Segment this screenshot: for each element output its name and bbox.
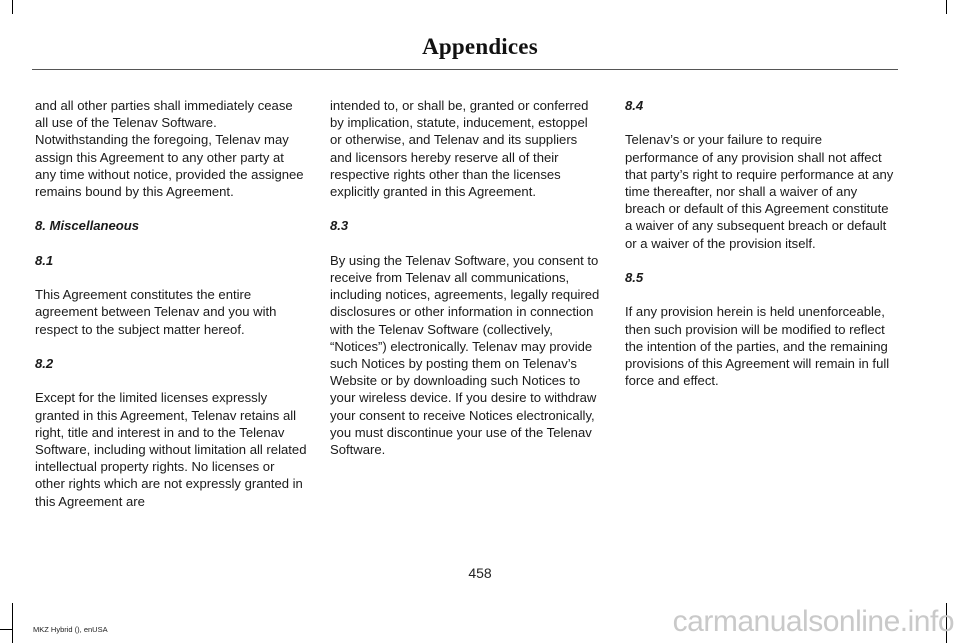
page-number: 458 xyxy=(468,565,492,581)
document-id: MKZ Hybrid (), enUSA xyxy=(33,625,108,634)
body-paragraph: and all other parties shall immediately cease all use of the Telenav Software. Notwithstanding the foregoing, Telenav may assign this Agreement to any other party at any time without notice, provided the assignee remains bound by this Agreement. xyxy=(35,98,304,200)
crop-mark-bottom-left-h xyxy=(0,629,12,630)
header-divider xyxy=(32,69,898,70)
crop-mark-top-left-v xyxy=(12,0,13,14)
crop-mark-bottom-left-v xyxy=(12,603,13,643)
section-heading: 8.1 xyxy=(35,252,54,268)
section-heading: 8. Miscellaneous xyxy=(35,218,140,234)
body-paragraph: intended to, or shall be, granted or conferred by implication, statute, inducement, estoppel or otherwise, and Telenav and its suppliers and licensors hereby reserve all of their respective rights other than the licenses explicitly granted in this Agreement. xyxy=(330,98,589,200)
section-heading: 8.3 xyxy=(330,218,349,234)
body-paragraph: If any provision herein is held unenforceable, then such provision will be modified to reflect the intention of the parties, and the remaining provisions of this Agreement will remain in full force and effect. xyxy=(625,304,890,389)
body-paragraph: Telenav’s or your failure to require performance of any provision shall not affect that party’s right to require performance at any time thereafter, nor shall a waiver of any breach or default of this Agreement constitute a waiver of any subsequent breach or default or a waiver of the provision itself. xyxy=(625,132,894,251)
text-column-2 xyxy=(330,97,602,475)
body-paragraph: Except for the limited licenses expressly granted in this Agreement, Telenav retains all right, title and interest in and to the Telenav Software, including without limitation all related intellectual property rights. No licenses or other rights which are not expressly granted in this Agreement are xyxy=(35,390,307,509)
text-column-1 xyxy=(35,97,307,527)
text-column-3 xyxy=(625,97,897,407)
crop-mark-top-right-v xyxy=(946,0,947,14)
page-title: Appendices xyxy=(422,34,538,59)
section-heading: 8.5 xyxy=(625,270,644,285)
watermark: carmanualsonline.info xyxy=(672,605,954,638)
section-heading: 8.4 xyxy=(625,98,644,113)
section-heading: 8.2 xyxy=(35,355,54,371)
body-paragraph: This Agreement constitutes the entire agreement between Telenav and you with respect to the subject matter hereof. xyxy=(35,287,277,337)
body-paragraph: By using the Telenav Software, you consent to receive from Telenav all communications, including notices, agreements, legally required disclosures or other information in connection with the Telenav Software (collectively, “Notices”) electronically. Telenav may provide such Notices by posting them on Telenav’s Website or by downloading such Notices to your wireless device. If you desire to withdraw your consent to receive Notices electronically, you must discontinue your use of the Telenav Software. xyxy=(330,252,600,458)
